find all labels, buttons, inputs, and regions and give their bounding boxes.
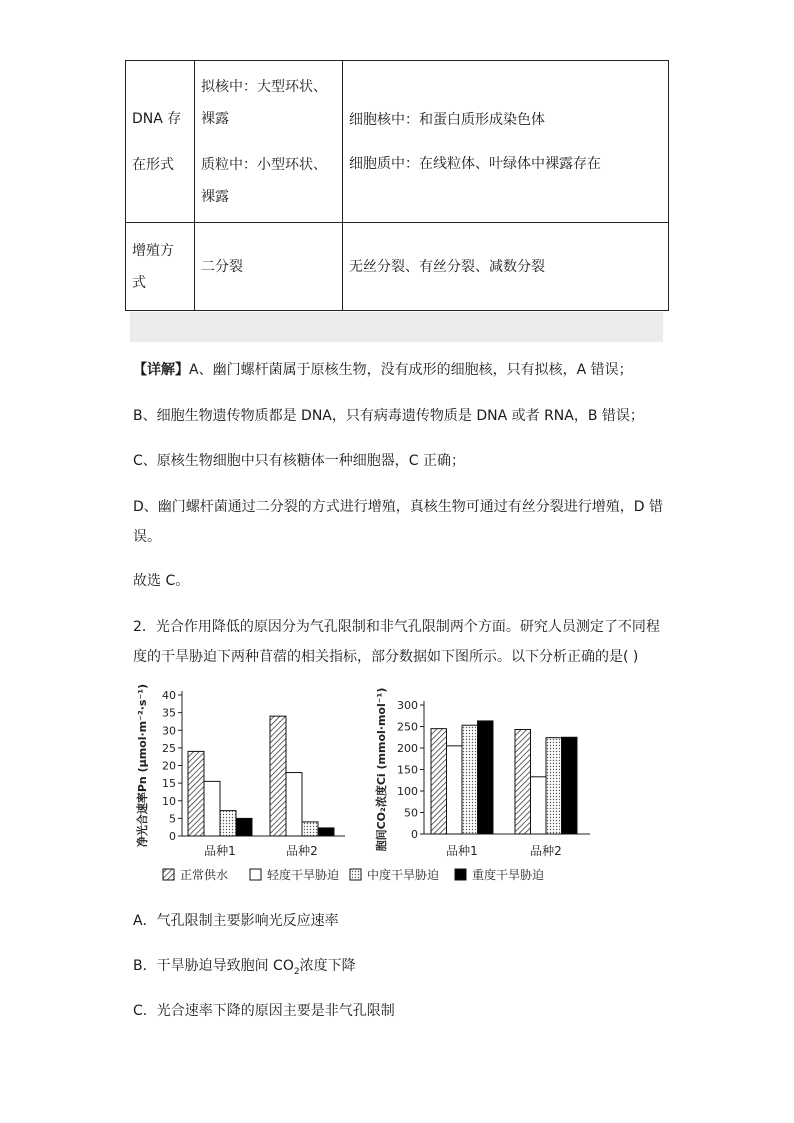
cell-text: 细胞核中：和蛋白质形成染色体 bbox=[349, 111, 545, 128]
cell-text: 拟核中：大型环状、 bbox=[201, 78, 327, 95]
y-axis-label: 胞间CO₂浓度Ci (mmol·mol⁻¹) bbox=[375, 687, 388, 852]
option-b-text-end: 浓度下降 bbox=[299, 958, 356, 974]
bar bbox=[478, 721, 494, 834]
category-label: 品种2 bbox=[530, 844, 562, 858]
explanation-line-c: C、原核生物细胞中只有核糖体一种细胞器，C 正确； bbox=[133, 453, 465, 469]
cell-text: 式 bbox=[132, 274, 146, 291]
category-label: 品种2 bbox=[286, 844, 318, 858]
cell-text: 质粒中：小型环状、 bbox=[201, 156, 327, 173]
option-c: C．光合速率下降的原因主要是非气孔限制 bbox=[133, 1003, 395, 1019]
bar bbox=[302, 822, 318, 836]
y-tick-label: 200 bbox=[397, 742, 418, 755]
explanation-line-b: B、细胞生物遗传物质都是 DNA，只有病毒遗传物质是 DNA 或者 RNA，B 错误； bbox=[133, 408, 644, 424]
cell-text: DNA 存 bbox=[132, 110, 182, 127]
y-tick-label: 30 bbox=[162, 724, 176, 738]
y-tick-label: 25 bbox=[162, 741, 176, 755]
bar bbox=[531, 777, 547, 834]
legend-label: 重度干旱胁迫 bbox=[472, 868, 545, 882]
chart-intercellular-co2 bbox=[374, 688, 590, 858]
bar bbox=[462, 725, 478, 834]
chart-legend bbox=[163, 867, 544, 882]
bar bbox=[431, 729, 447, 834]
bar bbox=[220, 811, 236, 836]
bar bbox=[562, 737, 578, 834]
answer-line: 故选 C。 bbox=[133, 573, 190, 589]
legend-label: 中度干旱胁迫 bbox=[367, 868, 440, 882]
legend-label: 轻度干旱胁迫 bbox=[267, 868, 340, 882]
legend-swatch bbox=[250, 869, 261, 880]
y-tick-label: 250 bbox=[397, 720, 418, 734]
y-tick-label: 100 bbox=[397, 785, 418, 798]
option-b-subscript: 2 bbox=[293, 966, 300, 977]
y-tick-label: 10 bbox=[162, 794, 176, 808]
bar bbox=[236, 818, 252, 836]
y-tick-label: 150 bbox=[397, 763, 418, 777]
option-b-text: B．干旱胁迫导致胞间 CO bbox=[133, 958, 294, 974]
y-tick-label: 50 bbox=[404, 806, 418, 820]
cell-text: 在形式 bbox=[132, 156, 174, 173]
y-tick-label: 300 bbox=[397, 699, 418, 712]
y-tick-label: 5 bbox=[169, 812, 176, 826]
option-b bbox=[133, 956, 673, 982]
bar bbox=[318, 828, 334, 836]
bar bbox=[447, 746, 463, 834]
y-axis-label: 净光合速率Pn (μmol·m⁻²·s⁻¹) bbox=[136, 683, 149, 848]
cell-text: 无丝分裂、有丝分裂、减数分裂 bbox=[349, 258, 545, 275]
explanation-tag: 【详解】 bbox=[133, 362, 189, 378]
bar bbox=[188, 751, 204, 836]
option-a: A．气孔限制主要影响光反应速率 bbox=[133, 913, 339, 929]
bar bbox=[204, 781, 220, 836]
explanation-text: A、幽门螺杆菌属于原核生物，没有成形的细胞核，只有拟核，A 错误； bbox=[189, 362, 633, 378]
y-tick-label: 15 bbox=[162, 777, 176, 791]
cell-text: 裸露 bbox=[201, 188, 229, 205]
bar bbox=[515, 730, 531, 834]
bar bbox=[546, 738, 562, 834]
legend-label: 正常供水 bbox=[180, 868, 229, 882]
legend-swatch bbox=[350, 869, 361, 880]
legend-swatch bbox=[163, 869, 174, 880]
y-tick-label: 0 bbox=[169, 830, 176, 843]
cell-text: 细胞质中：在线粒体、叶绿体中裸露存在 bbox=[349, 155, 601, 172]
explanation-line-d: D、幽门螺杆菌通过二分裂的方式进行增殖，真核生物可通过有丝分裂进行增殖，D 错误。 bbox=[133, 499, 664, 545]
category-label: 品种1 bbox=[446, 844, 478, 858]
cell-text: 二分裂 bbox=[201, 258, 243, 275]
bar bbox=[286, 773, 302, 836]
y-tick-label: 0 bbox=[411, 828, 418, 841]
y-tick-label: 40 bbox=[162, 689, 176, 702]
category-label: 品种1 bbox=[204, 844, 236, 858]
legend-swatch bbox=[455, 869, 466, 880]
cell-text: 裸露 bbox=[201, 110, 229, 127]
cell-text: 增殖方 bbox=[132, 242, 174, 259]
bar bbox=[270, 716, 286, 836]
y-tick-label: 20 bbox=[162, 759, 176, 773]
chart-net-photosynthesis bbox=[135, 684, 345, 858]
y-tick-label: 35 bbox=[162, 706, 176, 720]
question-stem: 2．光合作用降低的原因分为气孔限制和非气孔限制两个方面。研究人员测定了不同程度的干旱胁迫下两种苜蓿的相关指标，部分数据如下图所示。以下分析正确的是( ) bbox=[133, 619, 660, 665]
